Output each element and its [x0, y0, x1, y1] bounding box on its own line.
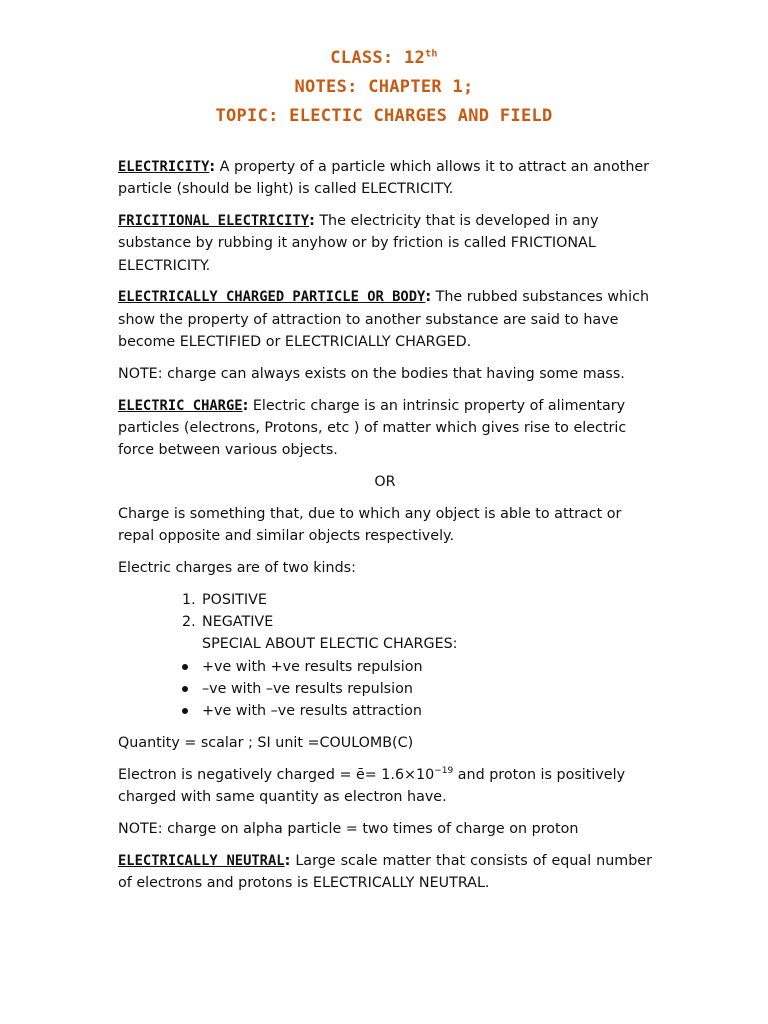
list-item [182, 611, 652, 633]
rules-list [118, 656, 652, 723]
term-colon: : [425, 289, 432, 306]
bullet-icon [182, 708, 188, 714]
electric-charge-term: ELECTRIC CHARGE [118, 397, 243, 414]
kinds-list [118, 589, 652, 634]
frictional-paragraph [118, 210, 652, 277]
list-item [202, 656, 652, 678]
charged-body-definition: The rubbed substances which show the property of attraction to another substance are said to have become ELECTIFIED or ELECTRICIALLY CHARGED. [118, 289, 650, 351]
neutral-paragraph [118, 850, 652, 895]
class-text: CLASS: 12 [330, 48, 426, 68]
title-block [0, 44, 768, 131]
electricity-paragraph [118, 156, 652, 201]
note-alpha: NOTE: charge on alpha particle = two times of charge on proton [118, 820, 579, 837]
term-colon: : [209, 159, 216, 175]
list-item [202, 678, 652, 700]
neutral-definition: Large scale matter that consists of equal number of electrons and protons is ELECTRICALLY NEUTRAL. [118, 852, 652, 892]
electric-charge-paragraph [118, 395, 652, 462]
term-colon: : [284, 852, 291, 869]
note-mass: NOTE: charge can always exists on the bodies that having some mass. [118, 365, 625, 382]
term-colon: : [242, 397, 249, 414]
electricity-definition: A property of a particle which allows it to attract an another particle (should be light) is called ELECTRICITY. [118, 159, 650, 198]
term-colon: : [309, 213, 315, 230]
kind-label: NEGATIVE [202, 614, 274, 631]
bullet-icon [182, 686, 188, 692]
list-item [182, 589, 652, 611]
chapter-line: NOTES: CHAPTER 1; [294, 77, 474, 97]
bullet-icon [182, 664, 188, 670]
rule-text: –ve with –ve results repulsion [202, 680, 413, 697]
electron-charge-paragraph [118, 764, 652, 809]
electricity-term: ELECTRICITY [118, 159, 210, 175]
list-item [202, 700, 652, 722]
rule-text: +ve with –ve results attraction [202, 703, 422, 720]
electron-text-after: and proton is positively charged with same quantity as electron have. [118, 766, 626, 806]
class-line [0, 44, 768, 73]
topic-line: TOPIC: ELECTIC CHARGES AND FIELD [215, 106, 553, 126]
neutral-term: ELECTRICALLY NEUTRAL [118, 852, 285, 869]
kind-label: POSITIVE [202, 591, 267, 608]
exponent: −19 [434, 766, 454, 777]
class-superscript: th [425, 48, 438, 60]
rule-text: +ve with +ve results repulsion [202, 658, 423, 675]
frictional-definition: The electricity that is developed in any substance by rubbing it anyhow or by friction is called FRICTIONAL ELECTRICITY. [118, 213, 599, 274]
charged-body-term: ELECTRICALLY CHARGED PARTICLE OR BODY [118, 289, 426, 306]
frictional-term: FRICITIONAL ELECTRICITY [118, 213, 310, 230]
kinds-intro: Electric charges are of two kinds: [118, 559, 356, 576]
list-number: 1. [182, 591, 196, 608]
charge-alternate-definition: Charge is something that, due to which any object is able to attract or repal opposite and similar objects respectively. [118, 505, 622, 545]
list-number: 2. [182, 614, 196, 631]
electron-text-before: Electron is negatively charged = ē= 1.6×10 [118, 766, 435, 783]
charged-body-paragraph [118, 286, 652, 353]
special-heading: SPECIAL ABOUT ELECTIC CHARGES: [202, 636, 458, 653]
electric-charge-definition: Electric charge is an intrinsic property of alimentary particles (electrons, Protons, etc ) of matter which gives rise to electric force between various objects. [118, 397, 627, 459]
quantity-line: Quantity = scalar ; SI unit =COULOMB(C) [118, 735, 414, 752]
notes-body [118, 156, 652, 904]
or-separator: OR [374, 474, 396, 491]
